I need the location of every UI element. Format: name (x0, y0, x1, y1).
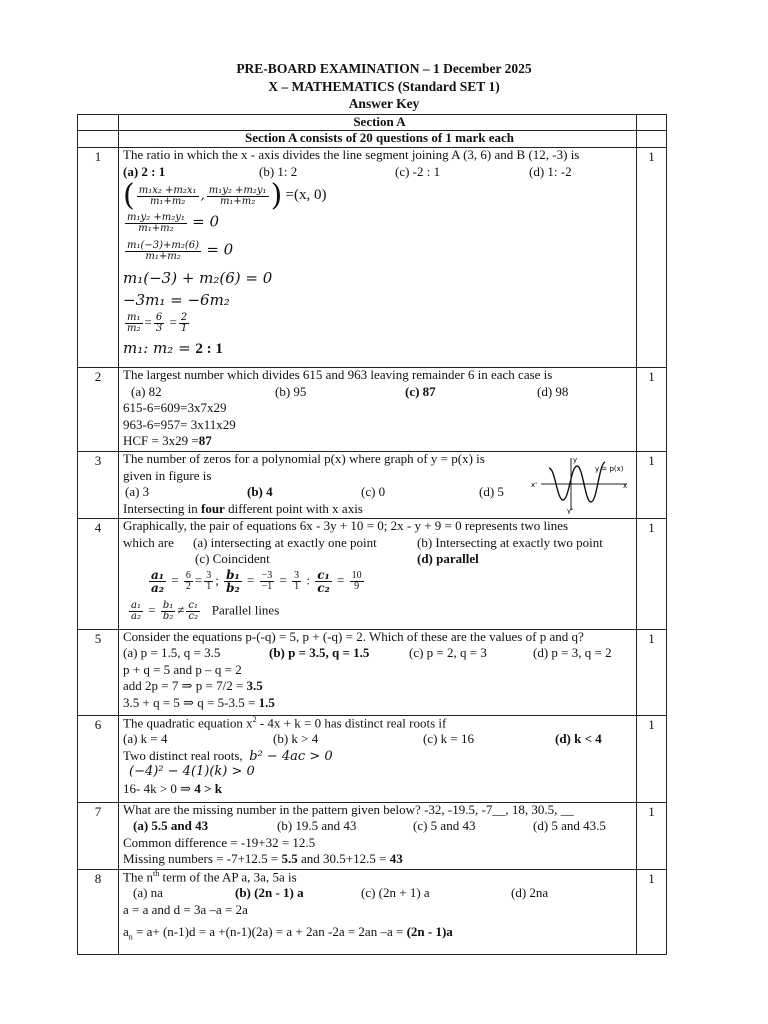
question-body (119, 715, 637, 802)
step-7: m₁: m₂ = 2 : 1 (123, 339, 223, 357)
options (123, 646, 636, 663)
option-d-correct: (d) parallel (417, 551, 479, 566)
option-d-correct: (d) k < 4 (555, 731, 602, 746)
question-number: 6 (78, 715, 119, 802)
step-5: −3m₁ = −6m₂ (123, 291, 230, 309)
option-a: (a) na (133, 885, 163, 900)
option-c: (c) -2 : 1 (395, 163, 441, 179)
question-text: The $n^{th}$ term of the AP a, 3a, 5a is (123, 868, 297, 884)
question-body (119, 869, 637, 954)
work-line: (−4)² − 4(1)(k) > 0 (129, 764, 255, 779)
option-d: (d) 1: -2 (529, 163, 572, 179)
work-line: Intersecting in four different point with x axis (123, 500, 363, 516)
subject-title: X – MATHEMATICS (Standard SET 1) (268, 79, 500, 94)
section-title: Section A (119, 115, 637, 131)
marks: 1 (637, 452, 667, 519)
question-number: 5 (78, 629, 119, 715)
axis-label-x: x (623, 482, 628, 490)
option-a-correct: (a) 5.5 and 43 (133, 818, 209, 833)
marks: 1 (637, 802, 667, 869)
option-d: (d) 5 (479, 484, 504, 499)
step-2: $\frac{\text{m₁y₂ +m₂y₁}}{\text{m₁+m₂}}$ = 0 (127, 212, 219, 234)
work-line: Two distinct real roots, b² − 4ac > 0 (123, 747, 333, 764)
question-body (119, 519, 637, 630)
options (123, 732, 636, 749)
question-number: 3 (78, 452, 119, 519)
question-row-3 (78, 452, 667, 519)
option-d: (d) p = 3, q = 2 (533, 645, 612, 660)
option-b: (b) k > 4 (273, 731, 319, 746)
step-3: $\frac{\text{m₁(−3)+m₂(6)}}{\text{m₁+m₂}}$ = 0 (127, 240, 234, 262)
option-c: (c) p = 2, q = 3 (409, 645, 487, 660)
marks: 1 (637, 715, 667, 802)
question-number: 8 (78, 869, 119, 954)
question-body (119, 368, 637, 452)
work-line: 615-6=609=3x7x29 (123, 400, 227, 415)
marks: 1 (637, 148, 667, 368)
option-c: (c) k = 16 (423, 731, 475, 746)
options (123, 886, 636, 903)
question-number: 4 (78, 519, 119, 630)
work-line: 16- 4k > 0 ⇒ 4 > k (123, 780, 222, 796)
answer-key-table (77, 114, 667, 955)
question-text: given in figure is (123, 467, 212, 483)
section-sub-row (78, 131, 667, 148)
question-number: 1 (78, 148, 119, 368)
work-line: 963-6=957= 3x11x29 (123, 416, 236, 432)
conclusion: Parallel lines (211, 601, 280, 617)
graph-label: y = p(x) (595, 465, 624, 473)
option-b: (b) Intersecting at exactly two point (417, 534, 603, 550)
condition-line: $\frac{\text{a₁}}{\text{a₂}}$ = $\frac{\text{b₁}}{\text{b₂}}$ ≠ $\frac{\text{c₁}}{\text{c₂}}$ Parallel lines (131, 599, 280, 622)
option-a: (a) k = 4 (123, 731, 168, 746)
options (123, 552, 636, 569)
option-a: (a) 82 (131, 383, 162, 399)
exam-title: PRE-BOARD EXAMINATION – 1 December 2025 (236, 61, 532, 76)
option-b: (b) 95 (275, 383, 307, 399)
question-body (119, 629, 637, 715)
work-line: a = a and d = 3a –a = 2a (123, 901, 248, 917)
question-body (119, 452, 637, 519)
question-text: The largest number which divides 615 and 963 leaving remainder 6 in each case is (123, 367, 553, 382)
options (123, 385, 636, 402)
marks: 1 (637, 519, 667, 630)
work-line: HCF = 3x29 =87 (123, 433, 212, 448)
axis-label-y: y (573, 456, 578, 464)
ratio-line: $\frac{\text{a₁}}{\text{a₂}}$ = $\frac{6}{2}$ = $\frac{3}{1}$ ; $\frac{\text{b₁}}{\text{b₂}}$ = $\frac{-3}{-1}$ = $\frac{3}{1}$ : $\frac{\text{c₁}}{\text{c₂}}$ = $\frac{10}{9}$ (151, 567, 362, 595)
options: which are (a) intersecting at exactly one point (b) Intersecting at exactly two point (123, 534, 603, 550)
question-body (119, 802, 637, 869)
options (123, 165, 636, 182)
marks: 1 (637, 629, 667, 715)
marks: 1 (637, 368, 667, 452)
question-number: 7 (78, 802, 119, 869)
section-subtitle: Section A consists of 20 questions of 1 mark each (119, 131, 637, 148)
option-c-correct: (c) 87 (405, 383, 436, 399)
step-4: m₁(−3) + m₂(6) = 0 (123, 269, 273, 287)
question-text: The ratio in which the x - axis divides the line segment joining A (3, 6) and B (12, -3) is (123, 147, 580, 162)
step-6: $\frac{\text{m₁}}{\text{m₂}}$ = $\frac{6}{3}$ = $\frac{2}{1}$ (127, 312, 188, 334)
polynomial-graph (527, 454, 631, 514)
option-a: (a) intersecting at exactly one point (193, 534, 377, 550)
work-line: Common difference = -19+32 = 12.5 (123, 834, 316, 850)
answer-key-title: Answer Key (348, 96, 420, 111)
axis-label-xp: x' (531, 481, 538, 489)
axis-label-yp: y' (567, 507, 574, 514)
option-b-correct: (b) 4 (247, 484, 273, 499)
question-text: What are the missing number in the pattern given below? -32, -19.5, -7__, 18, 30.5, __ (123, 801, 574, 817)
option-b-correct: (b) p = 3.5, q = 1.5 (269, 645, 370, 660)
option-c: (c) (2n + 1) a (361, 885, 430, 900)
work-line: p + q = 5 and p – q = 2 (123, 661, 242, 677)
option-a: (a) 3 (125, 484, 150, 499)
marks: 1 (637, 869, 667, 954)
question-row-5 (78, 629, 667, 715)
question-row-1 (78, 148, 667, 368)
work-line: add 2p = 7 ⇒ p = 7/2 = 3.5 (123, 678, 263, 693)
question-row-4 (78, 519, 667, 630)
step-1: ( $\frac{\text{m₁x₂ +m₂x₁}}{\text{m₁+m₂}}$ , $\frac{\text{m₁y₂ +m₂y₁}}{\text{m₁+m₂}}$ ) =(x, 0) (123, 178, 327, 213)
option-b: (b) 1: 2 (259, 163, 298, 179)
work-line: Missing numbers = -7+12.5 = 5.5 and 30.5+12.5 = 43 (123, 851, 403, 866)
question-row-6 (78, 715, 667, 802)
question-row-7 (78, 802, 667, 869)
question-text: The quadratic equation $x^2 - 4x + k = 0$ has distinct real roots if (123, 714, 447, 730)
question-text: Graphically, the pair of equations 6x - 3y + 10 = 0; 2x - y + 9 = 0 represents two lines (123, 518, 569, 533)
question-body (119, 148, 637, 368)
question-row-2 (78, 368, 667, 452)
option-b-correct: (b) (2n - 1) a (235, 885, 304, 900)
option-c: (c) 5 and 43 (413, 818, 476, 833)
work-line: 3.5 + q = 5 ⇒ q = 5-3.5 = 1.5 (123, 694, 275, 710)
option-a-correct: (a) 2 : 1 (123, 163, 166, 179)
question-row-8 (78, 869, 667, 954)
option-d: (d) 2na (511, 885, 549, 900)
work-line: $a_n = a+ (n-1)d = a +(n-1)(2a) = a + 2an$ -2a = 2an –a = (2n - 1)a (123, 923, 453, 942)
option-c: (c) 0 (361, 484, 386, 499)
option-b: (b) 19.5 and 43 (277, 818, 357, 833)
option-a: (a) p = 1.5, q = 3.5 (123, 645, 221, 660)
options (123, 819, 636, 836)
question-text: The number of zeros for a polynomial p(x) where graph of y = p(x) is (123, 451, 485, 466)
section-row (78, 115, 667, 131)
question-text: Consider the equations p-(-q) = 5, p + (-q) = 2. Which of these are the values of p and q? (123, 628, 584, 644)
option-d: (d) 98 (537, 383, 569, 399)
question-number: 2 (78, 368, 119, 452)
option-c: (c) Coincident (195, 551, 270, 566)
option-d: (d) 5 and 43.5 (533, 818, 606, 833)
